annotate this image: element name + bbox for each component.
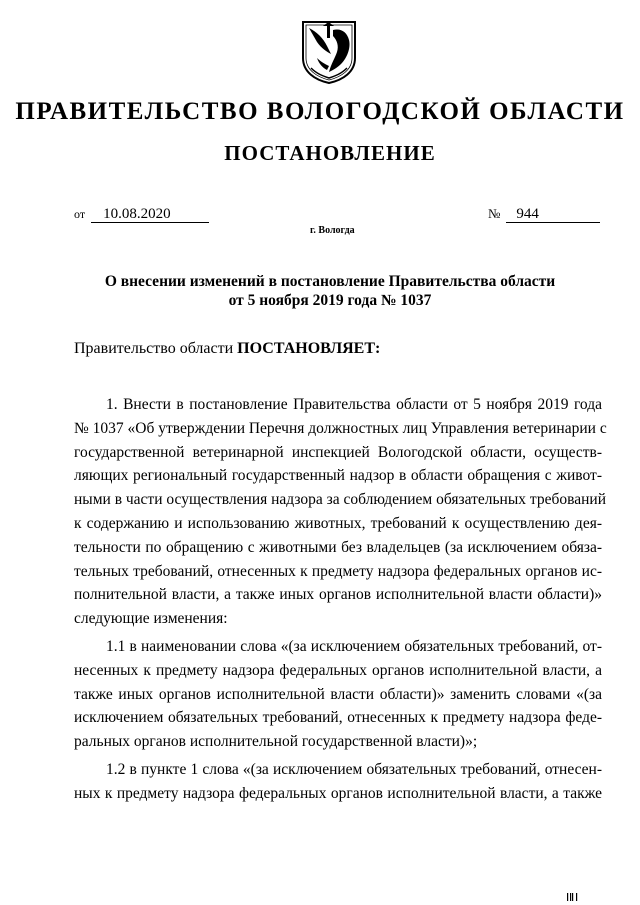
body-line: государственной ветеринарной инспекцией Вологодской области, осуществ- xyxy=(74,443,602,461)
body-line: следующие изменения: xyxy=(74,610,228,628)
body-line: исключением обязательных требований, отнесенных к предмету надзора феде- xyxy=(74,709,602,727)
body-line: тельности по обращению с животными без владельцев (за исключением обяза- xyxy=(74,538,602,556)
body-line: ных к предмету надзора федеральных органов исполнительной власти, а также xyxy=(74,784,602,802)
body-line: также иных органов исполнительной власти области)» заменить словами «(за xyxy=(74,685,602,703)
body-line: 1.2 в пункте 1 слова «(за исключением обязательных требований, отнесен- xyxy=(106,760,602,778)
document-type: ПОСТАНОВЛЕНИЕ xyxy=(224,141,436,165)
subject-line: от 5 ноября 2019 года № 1037 xyxy=(228,292,432,309)
document-subject xyxy=(0,272,640,310)
body-line: ными в части осуществления надзора за соблюдением обязательных требований xyxy=(74,491,606,509)
body-line: 1. Внести в постановление Правительства области от 5 ноября 2019 года xyxy=(106,396,602,413)
body-line: несенных к предмету надзора федеральных органов исполнительной власти, а xyxy=(74,661,602,679)
intro-bold: ПОСТАНОВЛЯЕТ: xyxy=(237,340,381,357)
page-mark-icon xyxy=(567,893,579,901)
body-line: № 1037 «Об утверждении Перечня должностных лиц Управления ветеринарии с xyxy=(74,419,607,437)
intro-text: Правительство области xyxy=(74,340,238,357)
body-line: полнительной власти, а также иных органов исполнительной власти области)» xyxy=(74,586,602,604)
date-prefix: от xyxy=(74,207,86,221)
government-title: ПРАВИТЕЛЬСТВО ВОЛОГОДСКОЙ ОБЛАСТИ xyxy=(15,98,625,125)
body-line: 1.1 в наименовании слова «(за исключением обязательных требований, от- xyxy=(106,637,602,655)
document-body xyxy=(74,393,607,806)
body-line: ляющих региональный государственный надзор в области обращения с живот- xyxy=(74,467,602,485)
document-number xyxy=(488,206,600,223)
document-date xyxy=(74,206,209,223)
body-line: к содержанию и использованию животных, требований к осуществлению дея- xyxy=(74,514,602,532)
subject-line: О внесении изменений в постановление Правительства области xyxy=(104,273,556,290)
body-line: тельных требований, отнесенных к предмету надзора федеральных органов ис- xyxy=(74,562,602,580)
number-value: 944 xyxy=(506,207,600,223)
resolution-intro xyxy=(74,340,380,358)
date-value: 10.08.2020 xyxy=(91,207,209,223)
city-label: г. Вологда xyxy=(310,225,355,236)
vologda-coat-of-arms-icon xyxy=(297,18,361,84)
number-prefix: № xyxy=(488,206,501,221)
body-line: ральных органов исполнительной государственной власти)»; xyxy=(74,733,478,751)
